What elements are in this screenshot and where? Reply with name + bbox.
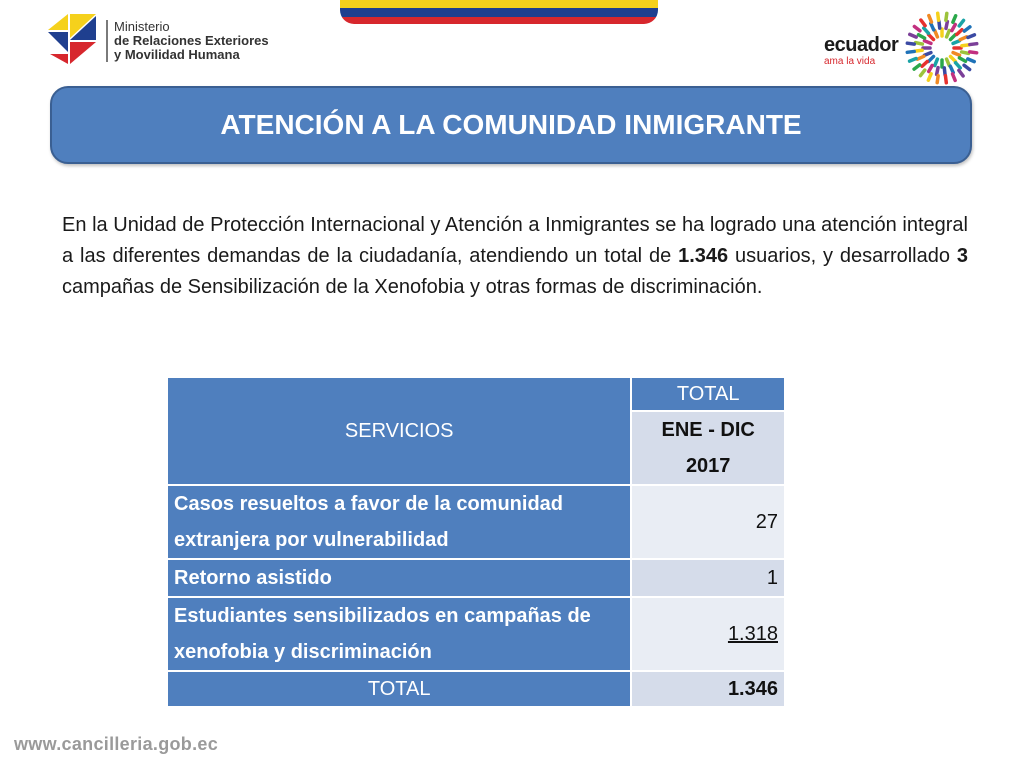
brand-word: ecuador (824, 34, 899, 56)
flag-band (340, 0, 658, 24)
color-wheel-icon (904, 10, 980, 86)
footer-url: www.cancilleria.gob.ec (14, 734, 219, 754)
flag-red-stripe (340, 17, 658, 24)
ministry-line-2: de Relaciones Exteriores (114, 33, 269, 48)
flag-blue-stripe (340, 8, 658, 17)
header-services: SERVICIOS (167, 377, 631, 485)
header-total: TOTAL (631, 377, 785, 411)
header-period (631, 411, 785, 485)
row-label: Casos resueltos a favor de la comunidad extranjera por vulnerabilidad (167, 485, 631, 559)
table-header-row (167, 377, 785, 411)
row-label: Retorno asistido (167, 559, 631, 597)
intro-campaigns-count: 3 (956, 245, 968, 267)
total-value: 1.346 (631, 671, 785, 707)
ministry-logo (44, 8, 284, 70)
table-row (167, 485, 785, 559)
row-value (631, 597, 785, 671)
intro-text-1: En la Unidad de Protección Internacional y Atención a Inmigrantes se ha logrado una atención integral a las diferentes demandas de la ciudadanía, atendiendo un total de (62, 214, 968, 267)
brand-tagline: ama la vida (824, 56, 876, 67)
ministry-line-1: Ministerio (114, 19, 170, 34)
ministry-line-3: y Movilidad Humana (114, 47, 240, 62)
title-banner (50, 86, 972, 164)
table-row (167, 597, 785, 671)
row-value: 27 (631, 485, 785, 559)
ministry-emblem-icon (44, 8, 104, 68)
services-table (166, 376, 786, 708)
total-label: TOTAL (167, 671, 631, 707)
page-title: ATENCIÓN A LA COMUNIDAD INMIGRANTE (220, 109, 802, 140)
flag-yellow-stripe (340, 0, 658, 8)
intro-paragraph (62, 210, 968, 303)
intro-users-total: 1.346 (678, 245, 729, 267)
ecuador-brand-logo (820, 10, 990, 80)
row-value: 1 (631, 559, 785, 597)
period-line-1: ENE - DIC (661, 419, 755, 441)
row-value-underlined: 1.318 (727, 622, 778, 645)
row-label: Estudiantes sensibilizados en campañas de xenofobia y discriminación (167, 597, 631, 671)
period-line-2: 2017 (685, 455, 731, 477)
table-row (167, 559, 785, 597)
ministry-name (106, 20, 269, 62)
intro-text-2: usuarios, y desarrollado (728, 245, 957, 267)
intro-text-3: campañas de Sensibilización de la Xenofobia y otras formas de discriminación. (62, 276, 763, 298)
table-total-row (167, 671, 785, 707)
